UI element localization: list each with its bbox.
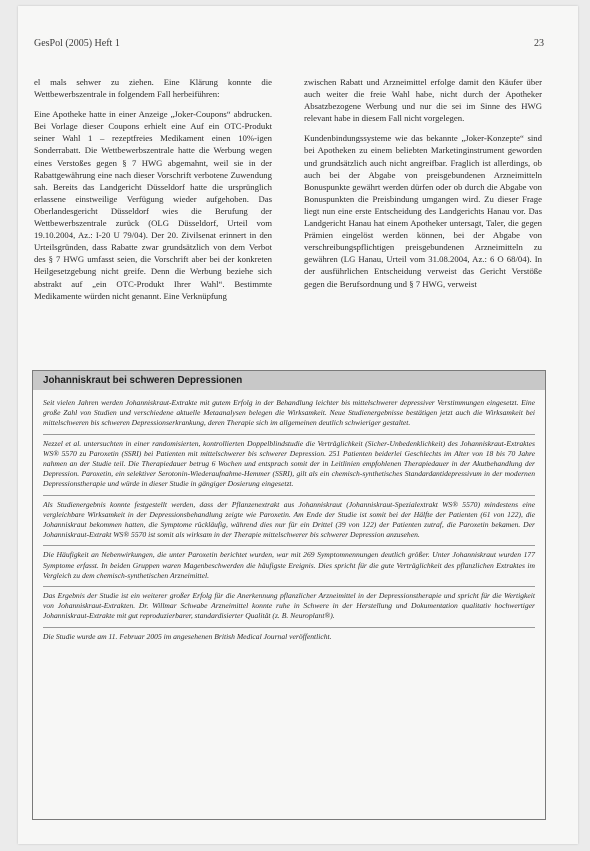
box-paragraph: Die Häufigkeit an Nebenwirkungen, die unter Paroxetin berichtet wurden, war mit 269 Symptomnennungen deutlich größer. Unter Johanniskraut wurden 177 Symptome erfasst. In beiden Gruppen waren Magenbeschwerden die häufigste Ereignis. Dies spricht für die gute Verträglichkeit des pflanzlichen Extraktes im Vergleich zu dem chemisch-synthetischen Arzneimittel. (43, 546, 535, 587)
box-paragraph: Nezzel et al. untersuchten in einer randomisierten, kontrollierten Doppelblindstudie die Verträglichkeit (Sicher-Unbedenklichkeit) des Johanniskraut-Extraktes WS® 5570 zu Paroxetin (SSRI) bei Patienten mit mittelschwerer bis schwerer Depression. 251 Patienten beiderlei Geschlechts im Alter von 18 bis 70 Jahre nahmen an der Studie teil. Die Therapiedauer betrug 6 Wochen und entsprach somit der in Leitlinien empfohlenen Therapiedauer in der Akutbehandlung der Depression. Paroxetin, ein selektiver Serotonin-Wiederaufnahme-Hemmer (SSRI), gilt als ein chemisch-synthetisches Standardantidepressivum in der modernen Depressionstherapie und würde in dieser Studie in gängiger Dosierung eingesetzt. (43, 435, 535, 496)
paragraph: zwischen Rabatt und Arzneimittel erfolge damit den Käufer über auch weiter die freie Wahl habe, nicht durch der Apotheker Absatzbezogene Werbung und nur die sei im Sinne des HWG relevant habe in diesem Fall nicht vorgelegen. (304, 77, 542, 124)
page-number: 23 (534, 38, 544, 49)
info-box-body (33, 390, 545, 647)
paragraph: Kundenbindungssysteme wie das bekannte „Joker-Konzepte“ sind bei Apotheken zu einem beliebten Marketinginstrument geworden und grundsätzlich auch nicht angreifbar. Fraglich ist allerdings, ob auch bei der Abgabe von preisgebundenen Arzneimitteln Bonuspunkte gewährt werden dürfen oder ob durch die Abgabe von Bonuspunkten die Preisbindung umgangen wird. Zu dieser Frage liegt nun eine erste Entscheidung des Landgerichts Hanau vor. Das Landgericht Hanau hat einem Apotheker untersagt, Taler, die gegen Prämien eingelöst werden können, bei der Abgabe von verschreibungspflichtigen preisgebundenen Arzneimitteln zu gewähren (LG Hanau, Urteil vom 31.08.2004, Az.: 6 O 68/04). In der ausführlichen Entscheidung verweist das Gericht Verstöße gegen die Berufsordnung und § 7 HWG, verweist (304, 133, 542, 289)
right-column (304, 76, 542, 368)
box-paragraph: Die Studie wurde am 11. Februar 2005 im angesehenen British Medical Journal veröffentlicht. (43, 631, 332, 641)
box-paragraph: Seit vielen Jahren werden Johanniskraut-Extrakte mit gutem Erfolg in der Behandlung leichter bis mittelschwerer depressiver Verstimmungen eingesetzt. Eine große Zahl von Studien und verschiedene aktuelle Metaanalysen belegen die Wirksamkeit. Neue Studienergebnisse bestätigen jetzt auch die Wirksamkeit bei mittelschweren bis schweren Depressionserkrankung, deren Therapie sich im allgemeinen deutlich schwieriger gestaltet. (43, 394, 535, 435)
box-paragraph: Als Studienergebnis konnte festgestellt werden, dass der Pflanzenextrakt aus Johanniskraut (Johanniskraut-Spezialextrakt WS® 5570) mindestens eine vergleichbare Wirksamkeit in der Depressionsbehandlung zeigte wie Paroxetin. Am Ende der Studie ist somit bei der Hälfte der Patienten (61 von 122), die Johanniskraut bekommen hatten, die Symptome rückläufig, während dies nur für ein Drittel (39 von 122) der Patienten zutraf, die Paroxetin bekamen. Der Johanniskraut-Extrakt WS® 5570 ist somit als wirksam in der Therapie mittelschwerer bis schwerer Depression anzusehen. (43, 496, 535, 547)
paragraph: el mals sehwer zu ziehen. Eine Klärung konnte die Wettbewerbszentrale in folgendem Fall herbeiführen: (34, 77, 272, 100)
info-box-title: Johanniskraut bei schweren Depressionen (33, 371, 545, 390)
box-paragraph: Das Ergebnis der Studie ist ein weiterer großer Erfolg für die Anerkennung pflanzlicher Arzneimittel in der Depressionstherapie und spricht für die Wertigkeit von Johanniskraut-Extrakten. Dr. Willmar Schwabe Arzneimittel konnte ruhe in Schwere in der Herstellung und Dokumentation qualitativ hochwertiger Johanniskraut-Extrakte mit gut reproduzierbarer, standardisierter Qualität (z. B. Neuroplant®). (43, 587, 535, 628)
journal-issue: GesPol (2005) Heft 1 (34, 38, 120, 49)
left-column (34, 76, 272, 368)
paragraph: Eine Apotheke hatte in einer Anzeige „Joker-Coupons“ abdrucken. Bei Vorlage dieser Coupons erhielt eine Auf ein OTC-Produkt seiner Wahl 1 – rezeptfreies Medikament einen 10%-igen Sonderrabatt. Die Wettbewerbszentrale hatte die Werbung wegen eines Verstoßes gegen § 7 HWG abgemahnt, weil sie in der Rabattgewährung eine nach dieser Vorschrift verbotene Zuwendung sah. Bereits das Landgericht Düsseldorf hatte die ursprünglich erlassene einstweilige Verfügung wieder aufgehoben. Das Oberlandesgericht Düsseldorf wies die Berufung der Wettbewerbszentrale zurück (OLG Düsseldorf, Urteil vom 19.10.2004, Az.: I-20 U 79/04). Der 20. Zivilsenat erinnert in den Urteilsgründen, dass Rabatte zwar grundsätzlich von dem Verbot des § 7 HWG umfasst seien, die Vorschrift aber bei der konkreten Heilgesetzgebung nicht greife. Denn die Werbung beziehe sich abstrakt auf „ein OTC-Produkt Ihrer Wahl“. Bestimmte Medikamente würden nicht genannt. Eine Verknüpfung (34, 109, 272, 301)
article-columns (34, 76, 546, 368)
info-box (32, 370, 546, 820)
journal-page (18, 6, 578, 844)
